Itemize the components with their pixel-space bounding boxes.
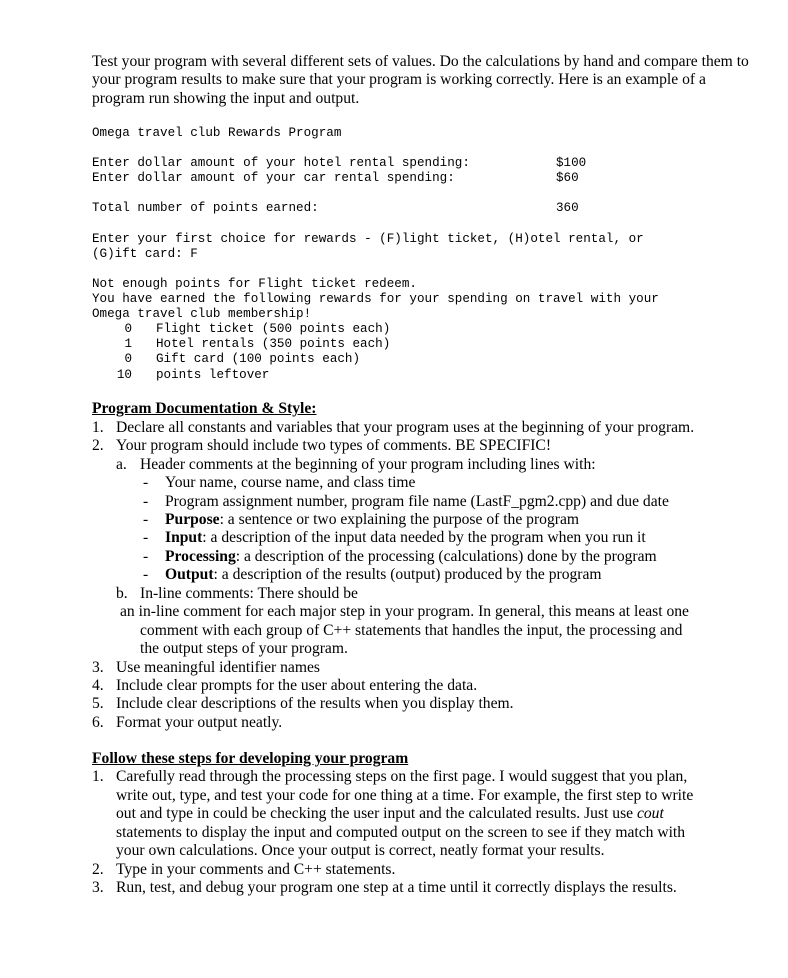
hotel-prompt: Enter dollar amount of your hotel rental spending: [92, 156, 470, 170]
input-label: Input [165, 529, 203, 546]
earned-line-2: Omega travel club membership! [92, 307, 312, 321]
documentation-heading: Program Documentation & Style: [92, 400, 317, 417]
processing-text: : a description of the processing (calculations) done by the program [235, 548, 657, 565]
inline-line-2: comment with each group of C++ statements that handles the input, the processing and [140, 622, 683, 639]
list-number: 4. [92, 677, 104, 694]
header-item-input [165, 529, 646, 547]
choice-line-2: (G)ift card: F [92, 247, 198, 261]
dash-bullet: - [143, 529, 149, 546]
step-1-line-3-text: out and type in could be checking the user input and the calculated results. Just use [116, 805, 637, 822]
list-number: 1. [92, 768, 104, 785]
output-label: Output [165, 566, 214, 583]
doc-item-1: Declare all constants and variables that your program uses at the beginning of your program. [116, 419, 695, 436]
step-1-line-4: statements to display the input and computed output on the screen to see if they match with [116, 824, 686, 841]
step-1-line-3 [116, 805, 664, 823]
list-number: 5. [92, 695, 104, 712]
hotel-value: $100 [556, 156, 587, 170]
purpose-text: : a sentence or two explaining the purpose of the program [219, 511, 579, 528]
points-value: 360 [556, 201, 579, 215]
header-item-name: Your name, course name, and class time [165, 474, 416, 491]
list-number: 2. [92, 437, 104, 454]
earned-line-1: You have earned the following rewards for your spending on travel with your [92, 292, 659, 306]
list-number: 3. [92, 659, 104, 676]
reward-count: 10 [116, 368, 132, 382]
step-2: Type in your comments and C++ statements. [116, 861, 396, 878]
car-value: $60 [556, 171, 579, 185]
intro-paragraph: Test your program with several different sets of values. Do the calculations by hand and compare them to your program results to make sure that your program is working correctly. Here is an example of a program run showing the input and output. [92, 53, 749, 107]
reward-count: 0 [124, 352, 132, 366]
header-item-output [165, 566, 602, 584]
list-letter: a. [116, 456, 127, 473]
step-1-line-2: write out, type, and test your code for one thing at a time. For example, the first step to write [116, 787, 694, 804]
list-number: 1. [92, 419, 104, 436]
list-letter: b. [116, 585, 128, 602]
processing-label: Processing [165, 548, 236, 565]
sample-title: Omega travel club Rewards Program [92, 126, 342, 140]
doc-item-5: Include clear descriptions of the results when you display them. [116, 695, 514, 712]
reward-label: points leftover [156, 368, 270, 382]
car-prompt: Enter dollar amount of your car rental spending: [92, 171, 455, 185]
header-item-processing [165, 548, 657, 566]
cout-keyword: cout [636, 805, 664, 822]
header-item-purpose [165, 511, 579, 529]
steps-heading: Follow these steps for developing your program [92, 750, 409, 767]
dash-bullet: - [143, 511, 149, 528]
doc-item-4: Include clear prompts for the user about entering the data. [116, 677, 478, 694]
step-3: Run, test, and debug your program one step at a time until it correctly displays the results. [116, 879, 677, 896]
dash-bullet: - [143, 493, 149, 510]
dash-bullet: - [143, 474, 149, 491]
reward-label: Hotel rentals (350 points each) [156, 337, 391, 351]
dash-bullet: - [143, 548, 149, 565]
dash-bullet: - [143, 566, 149, 583]
input-text: : a description of the input data needed by the program when you run it [202, 529, 646, 546]
reward-count: 1 [124, 337, 132, 351]
inline-line-3: the output steps of your program. [140, 640, 348, 657]
points-label: Total number of points earned: [92, 201, 319, 215]
output-text: : a description of the results (output) produced by the program [213, 566, 602, 583]
list-number: 3. [92, 879, 104, 896]
not-enough-line: Not enough points for Flight ticket redeem. [92, 277, 417, 291]
choice-line-1: Enter your first choice for rewards - (F)light ticket, (H)otel rental, or [92, 232, 644, 246]
doc-item-3: Use meaningful identifier names [116, 659, 320, 676]
list-number: 2. [92, 861, 104, 878]
doc-sub-a: Header comments at the beginning of your program including lines with: [140, 456, 596, 473]
reward-label: Gift card (100 points each) [156, 352, 361, 366]
doc-sub-b: In-line comments: There should be [140, 585, 358, 602]
purpose-label: Purpose [165, 511, 220, 528]
doc-item-6: Format your output neatly. [116, 714, 283, 731]
inline-line-1: an in-line comment for each major step in your program. In general, this means at least one [120, 603, 689, 620]
doc-item-2: Your program should include two types of comments. BE SPECIFIC! [116, 437, 552, 454]
list-number: 6. [92, 714, 104, 731]
reward-label: Flight ticket (500 points each) [156, 322, 391, 336]
step-1-line-5: your own calculations. Once your output is correct, neatly format your results. [116, 842, 605, 859]
step-1-line-1: Carefully read through the processing steps on the first page. I would suggest that you plan, [116, 768, 688, 785]
header-item-assignment: Program assignment number, program file name (LastF_pgm2.cpp) and due date [165, 493, 669, 510]
reward-count: 0 [124, 322, 132, 336]
